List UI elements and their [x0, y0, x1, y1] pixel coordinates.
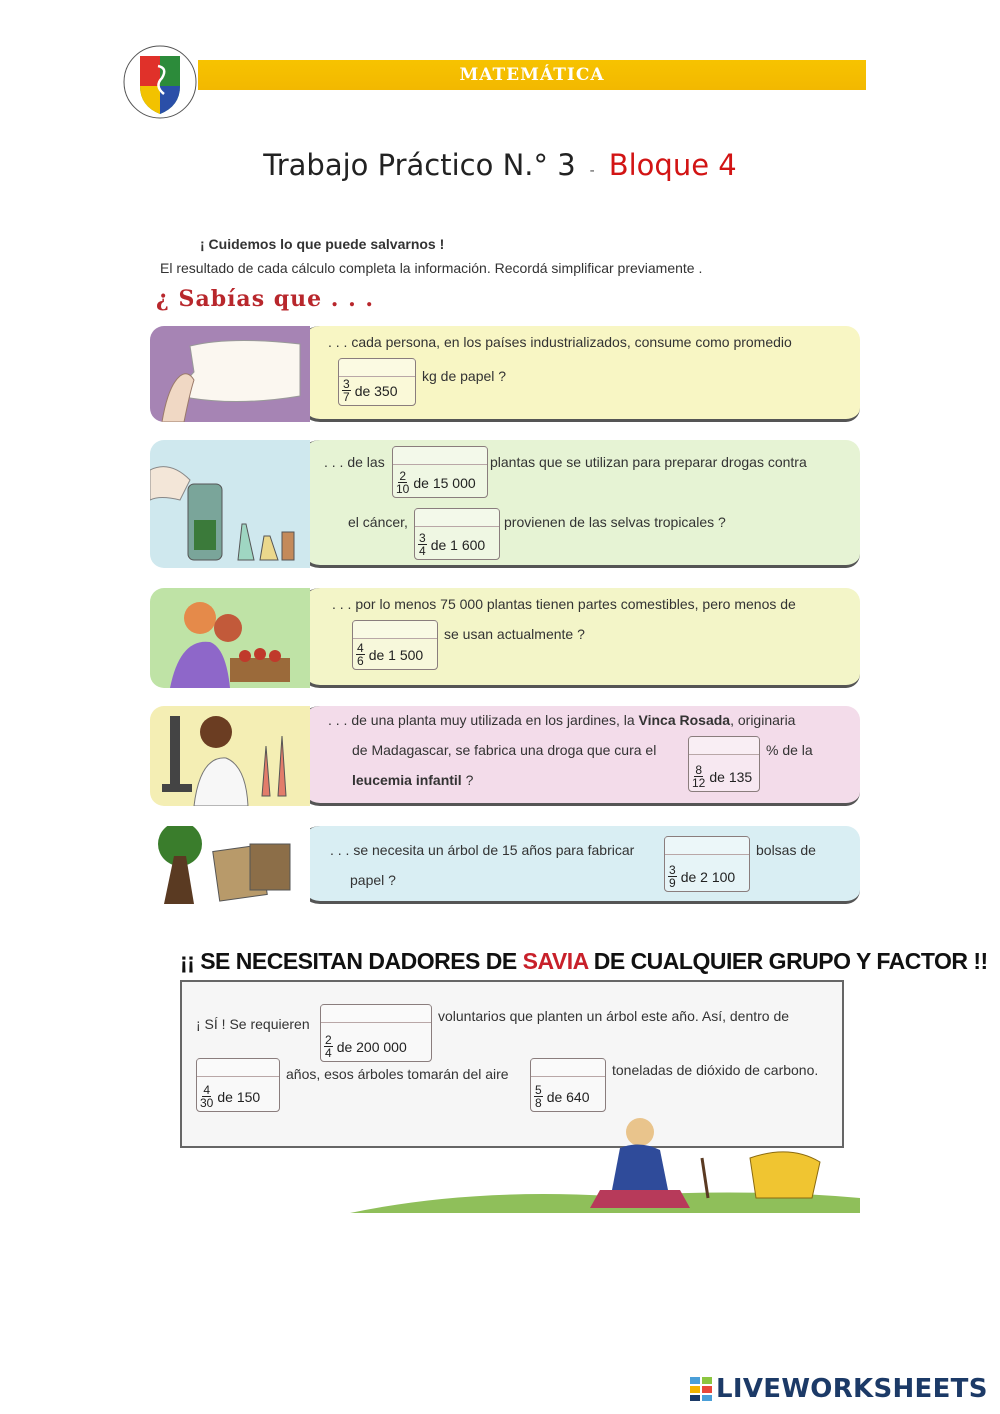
savia-text: toneladas de dióxido de carbono.: [612, 1062, 819, 1078]
tree-bags-illustration: [150, 826, 310, 904]
fraction-denominator: 10: [396, 482, 410, 496]
fact-text: [352, 772, 473, 788]
fact-text: % de la: [766, 742, 813, 758]
fraction: [668, 864, 677, 889]
answer-field[interactable]: [353, 621, 437, 639]
fact-text: . . . de las: [324, 454, 385, 470]
fact-text: el cáncer,: [348, 514, 408, 530]
fact-row-2: [150, 440, 860, 568]
calc-expression: [668, 864, 735, 889]
liveworksheets-icon: [690, 1377, 712, 1401]
fraction: [356, 642, 365, 667]
fraction-denominator: 7: [343, 390, 350, 404]
vinca-rosada-label: Vinca Rosada: [638, 712, 731, 728]
title-dash: -: [589, 163, 595, 179]
fraction-numerator: 3: [343, 377, 350, 391]
subject-label: MATEMÁTICA: [459, 65, 605, 85]
fraction: [324, 1034, 333, 1059]
savia-title-part: DE CUALQUIER GRUPO Y FACTOR !!: [593, 948, 988, 974]
worksheet: [150, 228, 988, 1213]
fact-text: provienen de las selvas tropicales ?: [504, 514, 726, 530]
answer-box[interactable]: [664, 836, 750, 892]
fact-text-part: . . . de una planta muy utilizada en los jardines, la: [328, 712, 635, 728]
fact-row-5: [150, 826, 860, 904]
fact-text: . . . cada persona, en los países industrializados, consume como promedio: [328, 334, 792, 350]
answer-box[interactable]: [688, 736, 760, 792]
intro-heading: ¡ Cuidemos lo que puede salvarnos !: [200, 236, 445, 252]
answer-field[interactable]: [321, 1005, 431, 1023]
title-block: Bloque 4: [608, 148, 737, 182]
lab-flasks-illustration: [150, 440, 310, 568]
fact-row-1: [150, 326, 860, 422]
savia-title-part: ¡¡ SE NECESITAN DADORES DE: [180, 948, 517, 974]
fraction: [342, 378, 351, 403]
fact-text: papel ?: [350, 872, 396, 888]
boy-planting-tree-illustration: [350, 1118, 860, 1213]
savia-text: años, esos árboles tomarán del aire: [286, 1066, 509, 1082]
answer-field[interactable]: [531, 1059, 605, 1077]
fact-text-after: se usan actualmente ?: [444, 626, 585, 642]
calc-expression: [342, 378, 398, 403]
calc-expression: [324, 1034, 407, 1059]
fraction-denominator: 30: [200, 1096, 214, 1110]
calc-expression: [534, 1084, 590, 1109]
calc-of: de 1 600: [430, 536, 486, 553]
answer-field[interactable]: [197, 1059, 279, 1077]
title-main: Trabajo Práctico N.° 3: [263, 148, 576, 182]
fraction: [396, 470, 409, 495]
calc-of: de 350: [354, 382, 398, 399]
fraction: [534, 1084, 543, 1109]
fraction-numerator: 2: [399, 469, 407, 483]
answer-box[interactable]: [338, 358, 416, 406]
fact-text: de Madagascar, se fabrica una droga que cura el: [352, 742, 657, 758]
fact-text: [328, 712, 795, 728]
calc-of: de 2 100: [680, 868, 736, 885]
calc-expression: [396, 470, 476, 495]
savia-text: voluntarios que planten un árbol este año. Así, dentro de: [438, 1008, 790, 1024]
answer-field[interactable]: [393, 447, 487, 465]
fraction-denominator: 12: [692, 776, 706, 790]
sabias-que-heading: ¿ Sabías que . . .: [156, 286, 375, 312]
calc-expression: [692, 764, 752, 789]
women-vegetables-illustration: [150, 588, 310, 688]
fraction-denominator: 4: [325, 1046, 332, 1060]
intro-instruction: El resultado de cada cálculo completa la información. Recordá simplificar previamente .: [160, 260, 703, 276]
answer-field[interactable]: [339, 359, 415, 377]
calc-expression: [418, 532, 485, 557]
fact-text-after: kg de papel ?: [422, 368, 507, 384]
savia-title-highlight: SAVIA: [522, 948, 588, 974]
fact-row-4: [150, 706, 860, 806]
savia-text: ¡ SÍ ! Se requieren: [196, 1016, 310, 1032]
scientist-microscope-illustration: [150, 706, 310, 806]
liveworksheets-brand: LIVEWORKSHEETS: [716, 1374, 988, 1404]
fraction-denominator: 8: [535, 1096, 542, 1110]
calc-of: de 15 000: [413, 474, 476, 491]
fraction-numerator: 5: [535, 1083, 542, 1097]
calc-of: de 200 000: [336, 1038, 407, 1055]
page-title: [0, 148, 1000, 182]
calc-of: de 640: [546, 1088, 590, 1105]
calc-expression: [200, 1084, 260, 1109]
answer-box[interactable]: [392, 446, 488, 498]
calc-expression: [356, 642, 423, 667]
hand-paper-illustration: [150, 326, 310, 422]
answer-field[interactable]: [415, 509, 499, 527]
fact-text: plantas que se utilizan para preparar drogas contra: [490, 454, 807, 470]
calc-of: de 135: [709, 768, 753, 785]
fact-card: [298, 826, 860, 904]
savia-title: [180, 948, 988, 975]
leucemia-label: leucemia infantil: [352, 772, 462, 788]
fraction-numerator: 3: [669, 863, 676, 877]
fact-row-3: [150, 588, 860, 688]
liveworksheets-logo: [690, 1374, 988, 1404]
answer-box[interactable]: [530, 1058, 606, 1112]
fact-text: . . . se necesita un árbol de 15 años para fabricar: [330, 842, 635, 858]
fraction: [418, 532, 427, 557]
fraction-numerator: 8: [695, 763, 703, 777]
fraction-denominator: 4: [419, 544, 426, 558]
fact-text-part: , originaria: [730, 712, 796, 728]
fraction-numerator: 4: [357, 641, 364, 655]
fact-text-part: ?: [465, 772, 474, 788]
school-crest-logo: [122, 44, 198, 120]
fact-text: bolsas de: [756, 842, 816, 858]
answer-box[interactable]: [320, 1004, 432, 1062]
answer-field[interactable]: [689, 737, 759, 755]
fraction-denominator: 6: [357, 654, 364, 668]
answer-box[interactable]: [414, 508, 500, 560]
answer-field[interactable]: [665, 837, 749, 855]
answer-box[interactable]: [196, 1058, 280, 1112]
calc-of: de 1 500: [368, 646, 424, 663]
fraction-numerator: 3: [419, 531, 426, 545]
fraction: [692, 764, 705, 789]
subject-banner: [198, 60, 866, 90]
fraction-denominator: 9: [669, 876, 676, 890]
fraction: [200, 1084, 213, 1109]
fraction-numerator: 4: [203, 1083, 211, 1097]
fraction-numerator: 2: [325, 1033, 332, 1047]
calc-of: de 150: [217, 1088, 261, 1105]
fact-text: . . . por lo menos 75 000 plantas tienen partes comestibles, pero menos de: [332, 596, 796, 612]
answer-box[interactable]: [352, 620, 438, 670]
